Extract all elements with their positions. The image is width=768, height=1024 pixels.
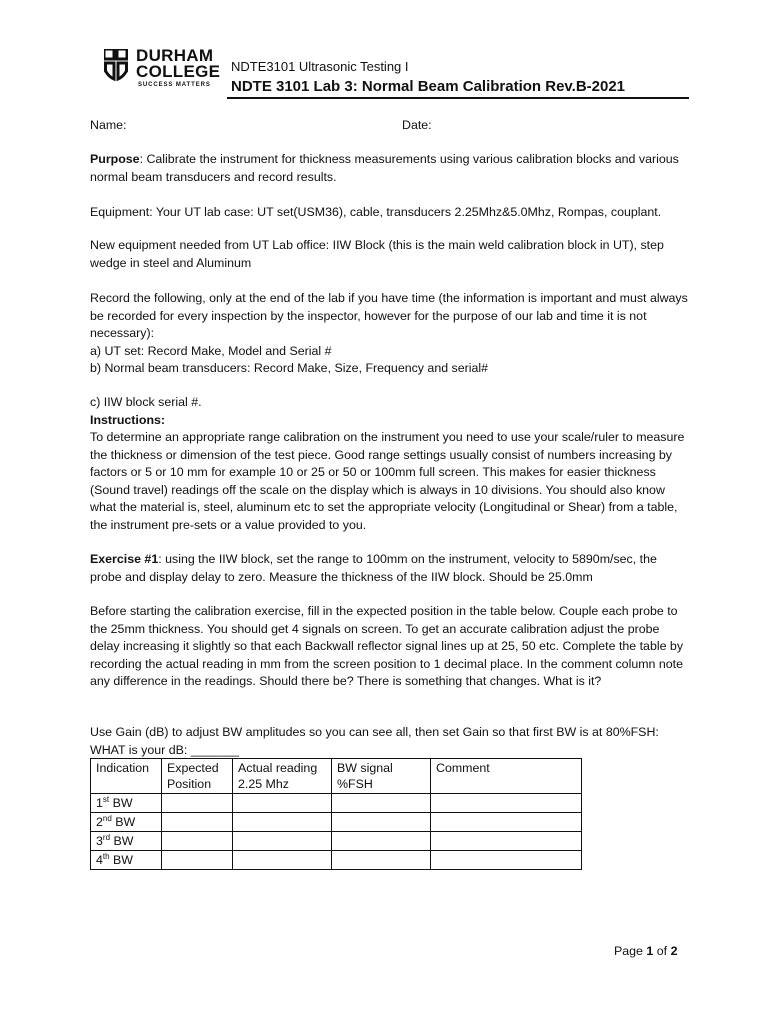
exercise1-text: : using the IIW block, set the range to 100mm on the instrument, velocity to 5890m/sec, the probe and display delay to zero. Measure the thickness of the IIW block. Should be 25.0mm <box>90 552 657 584</box>
purpose-label: Purpose <box>90 152 140 166</box>
gain-line1: Use Gain (dB) to adjust BW amplitudes so you can see all, then set Gain so that first BW is at 80%FSH: <box>90 725 659 739</box>
comment-cell[interactable] <box>431 851 582 870</box>
expected-cell[interactable] <box>162 851 233 870</box>
comment-cell[interactable] <box>431 813 582 832</box>
new-equipment-text: New equipment needed from UT Lab office: IIW Block (this is the main weld calibration block in UT), step wedge in steel and Aluminum <box>90 238 664 270</box>
bw-signal-cell[interactable] <box>332 832 431 851</box>
bw-signal-cell[interactable] <box>332 813 431 832</box>
record-section <box>90 290 690 378</box>
actual-cell[interactable] <box>233 794 332 813</box>
actual-cell[interactable] <box>233 832 332 851</box>
shield-icon <box>104 49 128 87</box>
table-row <box>91 832 582 851</box>
header-actual-reading: Actual reading 2.25 Mhz <box>233 759 332 794</box>
record-item-c: c) IIW block serial #. <box>90 395 202 409</box>
header-bw-signal: BW signal %FSH <box>332 759 431 794</box>
gain-paragraph <box>90 724 690 759</box>
row-indication: 2nd BW <box>91 813 162 832</box>
expected-cell[interactable] <box>162 832 233 851</box>
actual-cell[interactable] <box>233 851 332 870</box>
exercise1-paragraph <box>90 551 690 586</box>
record-intro: Record the following, only at the end of the lab if you have time (the information is important and must always be recorded for every inspection by the inspector, however for the purpose of our lab and time it is not necessary): <box>90 291 688 340</box>
name-label: Name: <box>90 118 127 132</box>
logo-line1: DURHAM <box>136 46 214 65</box>
calibration-paragraph <box>90 603 690 691</box>
date-label: Date: <box>402 118 432 132</box>
record-item-a: a) UT set: Record Make, Model and Serial # <box>90 343 332 358</box>
header-divider <box>227 97 689 99</box>
purpose-text: : Calibrate the instrument for thickness measurements using various calibration blocks and various normal beam transducers and record results. <box>90 152 679 184</box>
readings-table <box>90 758 582 870</box>
expected-cell[interactable] <box>162 813 233 832</box>
table-row <box>91 794 582 813</box>
row-indication: 3rd BW <box>91 832 162 851</box>
new-equipment-paragraph <box>90 237 690 272</box>
header-comment: Comment <box>431 759 582 794</box>
equipment-text: Equipment: Your UT lab case: UT set(USM36), cable, transducers 2.25Mhz&5.0Mhz, Rompas, couplant. <box>90 205 662 219</box>
expected-cell[interactable] <box>162 794 233 813</box>
bw-signal-cell[interactable] <box>332 794 431 813</box>
exercise1-label: Exercise #1 <box>90 552 159 566</box>
college-logo <box>104 46 221 91</box>
record-item-b: b) Normal beam transducers: Record Make, Size, Frequency and serial# <box>90 361 489 375</box>
purpose-paragraph <box>90 151 690 186</box>
instructions-text: To determine an appropriate range calibration on the instrument you need to use your scale/ruler to measure the thickness or dimension of the test piece. Good range settings usually consist of numbers increasing by factors or 5 or 10 mm for example 10 or 25 or 50 or 100mm full screen. This makes for easier thickness (Sound travel) readings off the scale on the display which is always in 10 divisions. You should also know what the material is, steel, aluminum etc to set the appropriate velocity (Longitudinal or Shear) from a table, the instrument pre-sets or a value provided to you. <box>90 430 685 532</box>
row-indication: 1st BW <box>91 794 162 813</box>
table-row <box>91 813 582 832</box>
page-number: Page 1 of 2 <box>614 944 678 958</box>
table-header-row <box>91 759 582 794</box>
actual-cell[interactable] <box>233 813 332 832</box>
instructions-section <box>90 394 690 534</box>
comment-cell[interactable] <box>431 832 582 851</box>
header-expected-position: Expected Position <box>162 759 233 794</box>
instructions-label: Instructions: <box>90 412 166 427</box>
header-indication: Indication <box>91 759 162 794</box>
bw-signal-cell[interactable] <box>332 851 431 870</box>
equipment-paragraph <box>90 204 690 222</box>
logo-line2: COLLEGE <box>136 62 221 81</box>
comment-cell[interactable] <box>431 794 582 813</box>
course-code: NDTE3101 Ultrasonic Testing I <box>231 59 409 74</box>
gain-line2: WHAT is your dB: _______ <box>90 742 239 757</box>
page-title: NDTE 3101 Lab 3: Normal Beam Calibration Rev.B-2021 <box>231 78 626 95</box>
table-row <box>91 851 582 870</box>
calibration-text: Before starting the calibration exercise, fill in the expected position in the table below. Couple each probe to the 25mm thickness. You should get 4 signals on screen. To get an accurate calibration adjust the probe delay increasing it slightly so that each Backwall reflector signal lines up at 25, 50 etc. Complete the table by recording the actual reading in mm from the screen position to 1 decimal place. In the comment column note any difference in the readings. Should there be? There is something that changes. What is it? <box>90 604 684 688</box>
logo-tagline: SUCCESS MATTERS <box>138 82 211 88</box>
row-indication: 4th BW <box>91 851 162 870</box>
